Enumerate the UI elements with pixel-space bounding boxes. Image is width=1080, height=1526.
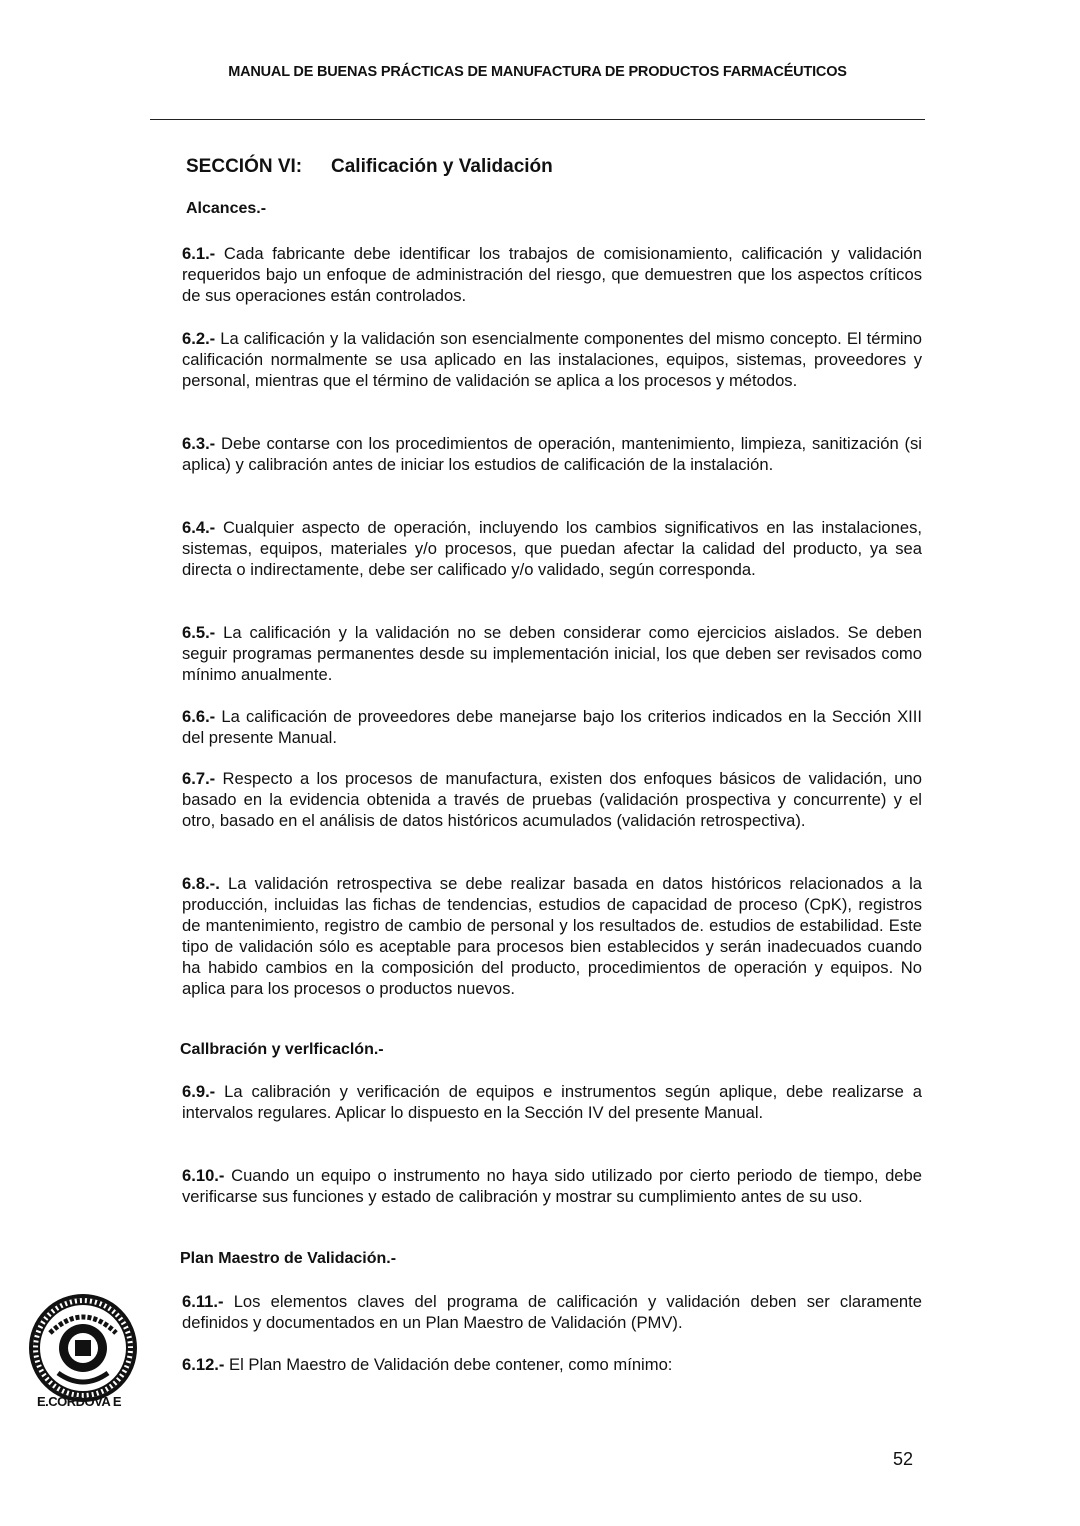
paragraph-text: La calibración y verificación de equipos e instrumentos según aplique, debe realizarse a intervalos regulares. Aplicar lo dispuesto en la Sección IV del presente Manual. xyxy=(182,1082,922,1122)
paragraph-number: 6.10.- xyxy=(182,1166,225,1185)
paragraph xyxy=(182,243,922,306)
paragraph-number: 6.2.- xyxy=(182,329,216,348)
section-heading xyxy=(186,156,553,178)
paragraph xyxy=(182,873,922,999)
paragraph xyxy=(182,622,922,685)
paragraph-text: La validación retrospectiva se debe realizar basada en datos históricos relacionados a la producción, incluidas las fichas de tendencias, estudios de capacidad de proceso (CpK), registros de mantenimiento, registro de cambio de personal y los resultados de. estudios de estabilidad. Este tipo de validación sólo es aceptable para procesos bien establecidos y serán inadecuados cuando ha habido cambios en la composición del producto, procedimientos de operación y equipos. No aplica para los procesos o productos nuevos. xyxy=(182,874,922,998)
paragraph-number: 6.12.- xyxy=(182,1355,225,1374)
page-number: 52 xyxy=(893,1449,914,1469)
paragraph xyxy=(182,1165,922,1207)
paragraph xyxy=(182,1291,922,1333)
paragraph-text: Cada fabricante debe identificar los trabajos de comisionamiento, calificación y validación requeridos bajo un enfoque de administración del riesgo, que demuestren que los aspectos críticos de sus operaciones están controlados. xyxy=(182,244,922,305)
seal-signature-name: E.CÓRDOVA E xyxy=(37,1394,122,1409)
header-rule xyxy=(150,119,925,120)
paragraph xyxy=(182,768,922,831)
paragraph xyxy=(182,517,922,580)
paragraph xyxy=(182,706,922,748)
paragraph-number: 6.4.- xyxy=(182,518,216,537)
paragraph-text: Respecto a los procesos de manufactura, existen dos enfoques básicos de validación, uno basado en la evidencia obtenida a través de pruebas (validación prospectiva y concurrente) y el otro, basado en el análisis de datos históricos acumulados (validación retrospectiva). xyxy=(182,769,922,830)
subheading-plan-maestro: Plan Maestro de Validación.- xyxy=(180,1250,397,1267)
paragraph-number: 6.9.- xyxy=(182,1082,216,1101)
subheading-alcances: Alcances.- xyxy=(186,200,267,217)
paragraph-text: La calificación de proveedores debe manejarse bajo los criterios indicados en la Sección XIII del presente Manual. xyxy=(182,707,922,747)
paragraph-text: El Plan Maestro de Validación debe contener, como mínimo: xyxy=(224,1355,673,1374)
official-seal-icon xyxy=(28,1293,138,1403)
paragraph-number: 6.6.- xyxy=(182,707,216,726)
running-header: MANUAL DE BUENAS PRÁCTICAS DE MANUFACTURA DE PRODUCTOS FARMACÉUTICOS xyxy=(228,64,847,80)
paragraph-number: 6.1.- xyxy=(182,244,216,263)
section-number: SECCIÓN VI: xyxy=(186,156,303,177)
paragraph xyxy=(182,433,922,475)
paragraph-text: Debe contarse con los procedimientos de operación, mantenimiento, limpieza, sanitización (si aplica) y calibración antes de iniciar los estudios de calificación de la instalación. xyxy=(182,434,922,474)
paragraph-text: La calificación y la validación son esencialmente componentes del mismo concepto. El término calificación normalmente se usa aplicado en las instalaciones, equipos, sistemas, proveedores y personal, mientras que el término de validación se aplica a los procesos y métodos. xyxy=(182,329,922,390)
paragraph xyxy=(182,328,922,391)
paragraph xyxy=(182,1081,922,1123)
subheading-calibracion: Callbración y verlficaclón.- xyxy=(180,1041,384,1058)
paragraph-text: Cuando un equipo o instrumento no haya sido utilizado por cierto periodo de tiempo, debe verificarse sus funciones y estado de calibración y mostrar su cumplimiento antes de su uso. xyxy=(182,1166,922,1206)
paragraph-number: 6.8.-. xyxy=(182,874,220,893)
paragraph xyxy=(182,1354,922,1375)
paragraph-text: Cualquier aspecto de operación, incluyendo los cambios significativos en las instalaciones, sistemas, equipos, materiales y/o procesos, que puedan afectar la calidad del producto, ya sea directa o indirectamente, debe ser calificado y/o validado, según corresponda. xyxy=(182,518,922,579)
paragraph-number: 6.5.- xyxy=(182,623,216,642)
paragraph-text: La calificación y la validación no se deben considerar como ejercicios aislados. Se deben seguir programas permanentes desde su implementación inicial, los que deben ser revisados como mínimo anualmente. xyxy=(182,623,922,684)
paragraph-number: 6.3.- xyxy=(182,434,216,453)
paragraph-text: Los elementos claves del programa de calificación y validación deben ser claramente definidos y documentados en un Plan Maestro de Validación (PMV). xyxy=(182,1292,922,1332)
paragraph-number: 6.7.- xyxy=(182,769,216,788)
section-title: Calificación y Validación xyxy=(331,156,553,177)
paragraph-number: 6.11.- xyxy=(182,1292,224,1311)
